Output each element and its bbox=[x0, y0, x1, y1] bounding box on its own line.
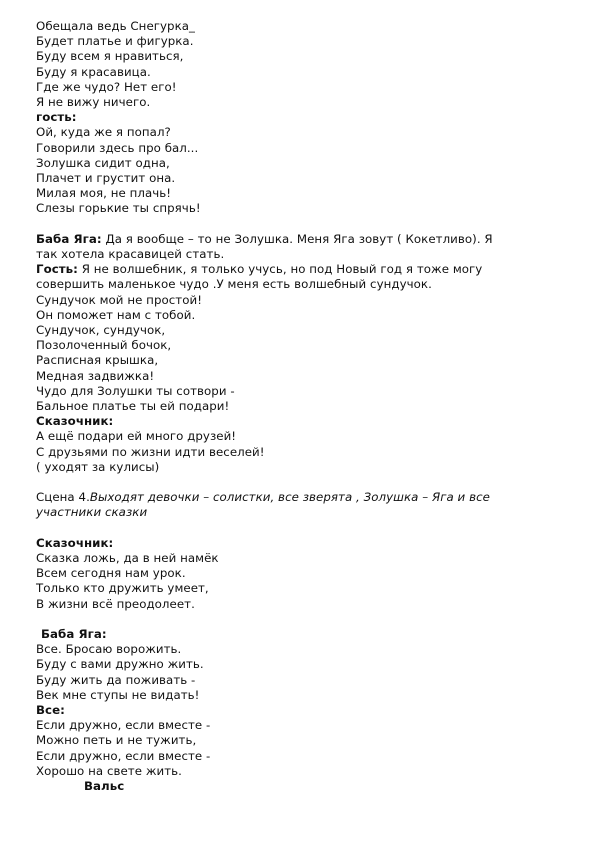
text-line: Сундучок, сундучок, bbox=[36, 323, 166, 338]
guest-line-1 bbox=[36, 262, 564, 277]
final-label-waltz: Вальс bbox=[84, 779, 125, 794]
text-line: Буду с вами дружно жить. bbox=[36, 657, 204, 672]
guest-speech-1: Я не волшебник, я только учусь, но под Новый год я тоже могу bbox=[77, 262, 483, 277]
verse-block-5 bbox=[36, 551, 564, 612]
verse-block-1 bbox=[36, 19, 564, 110]
text-line: Если дружно, если вместе - bbox=[36, 718, 211, 733]
text-line: Обещала ведь Снегурка_ bbox=[36, 19, 195, 33]
text-line: Он поможет нам с тобой. bbox=[36, 307, 196, 322]
text-line: А ещё подари ей много друзей! bbox=[36, 429, 237, 444]
text-line: Только кто дружить умеет, bbox=[36, 581, 209, 596]
spacer bbox=[36, 521, 564, 536]
text-line: Я не вижу ничего. bbox=[36, 95, 151, 110]
text-line: Слезы горькие ты спрячь! bbox=[36, 201, 201, 216]
text-line: Сундучок мой не простой! bbox=[36, 292, 202, 307]
text-line: Золушка сидит одна, bbox=[36, 155, 170, 170]
yaga-line-1 bbox=[36, 232, 564, 247]
yaga-speech-1: Да я вообще – то не Золушка. Меня Яга зовут ( Кокетливо). Я bbox=[101, 231, 493, 246]
scene-prefix: Сцена 4. bbox=[36, 490, 90, 505]
text-line: Можно петь и не тужить, bbox=[36, 733, 197, 748]
text-line: Медная задвижка! bbox=[36, 368, 155, 383]
speaker-label-all: Все: bbox=[36, 703, 65, 718]
verse-block-4 bbox=[36, 429, 564, 475]
scene-direction-2: участники сказки bbox=[36, 505, 148, 520]
guest-line-2: совершить маленькое чудо .У меня есть волшебный сундучок. bbox=[36, 277, 432, 292]
text-line: С друзьями по жизни идти веселей! bbox=[36, 444, 265, 459]
text-line: Плачет и грустит она. bbox=[36, 171, 176, 186]
spacer bbox=[36, 612, 564, 627]
verse-block-2 bbox=[36, 125, 564, 216]
verse-block-3 bbox=[36, 293, 564, 415]
text-line: Позолоченный бочок, bbox=[36, 338, 172, 353]
speaker-label-narrator: Сказочник: bbox=[36, 414, 114, 429]
speaker-label-yaga: Баба Яга: bbox=[36, 231, 102, 246]
text-line: Все. Бросаю ворожить. bbox=[36, 642, 182, 657]
scene-heading-line-1 bbox=[36, 490, 564, 505]
text-line: Будет платье и фигурка. bbox=[36, 34, 194, 49]
text-line: Расписная крышка, bbox=[36, 353, 159, 368]
text-line: Ой, куда же я попал? bbox=[36, 125, 171, 140]
text-line: Говорили здесь про бал... bbox=[36, 140, 199, 155]
speaker-label-narrator-2: Сказочник: bbox=[36, 535, 114, 550]
document-page bbox=[36, 19, 564, 794]
text-line: Буду жить да поживать - bbox=[36, 672, 196, 687]
text-line: Где же чудо? Нет его! bbox=[36, 79, 177, 94]
spacer bbox=[36, 475, 564, 490]
speaker-label-guest: гость: bbox=[36, 110, 77, 125]
text-line: ( уходят за кулисы) bbox=[36, 459, 160, 474]
spacer bbox=[36, 217, 564, 232]
scene-direction-1: Выходят девочки – солистки, все зверята , Золушка – Яга и все bbox=[89, 490, 490, 505]
verse-block-6 bbox=[36, 642, 564, 703]
text-line: В жизни всё преодолеет. bbox=[36, 596, 195, 611]
text-line: Всем сегодня нам урок. bbox=[36, 566, 186, 581]
text-line: Если дружно, если вместе - bbox=[36, 748, 211, 763]
text-line: Буду я красавица. bbox=[36, 64, 151, 79]
text-line: Сказка ложь, да в ней намёк bbox=[36, 551, 219, 566]
text-line: Век мне ступы не видать! bbox=[36, 687, 200, 702]
text-line: Чудо для Золушки ты сотвори - bbox=[36, 383, 235, 398]
text-line: Бальное платье ты ей подари! bbox=[36, 399, 230, 414]
speaker-label-yaga-2: Баба Яга: bbox=[41, 627, 107, 642]
verse-block-7 bbox=[36, 718, 564, 779]
text-line: Милая моя, не плачь! bbox=[36, 186, 172, 201]
text-line: Буду всем я нравиться, bbox=[36, 49, 184, 64]
text-line: Хорошо на свете жить. bbox=[36, 763, 182, 778]
yaga-line-2: так хотела красавицей стать. bbox=[36, 247, 225, 262]
speaker-label-guest-2: Гость: bbox=[36, 262, 78, 277]
